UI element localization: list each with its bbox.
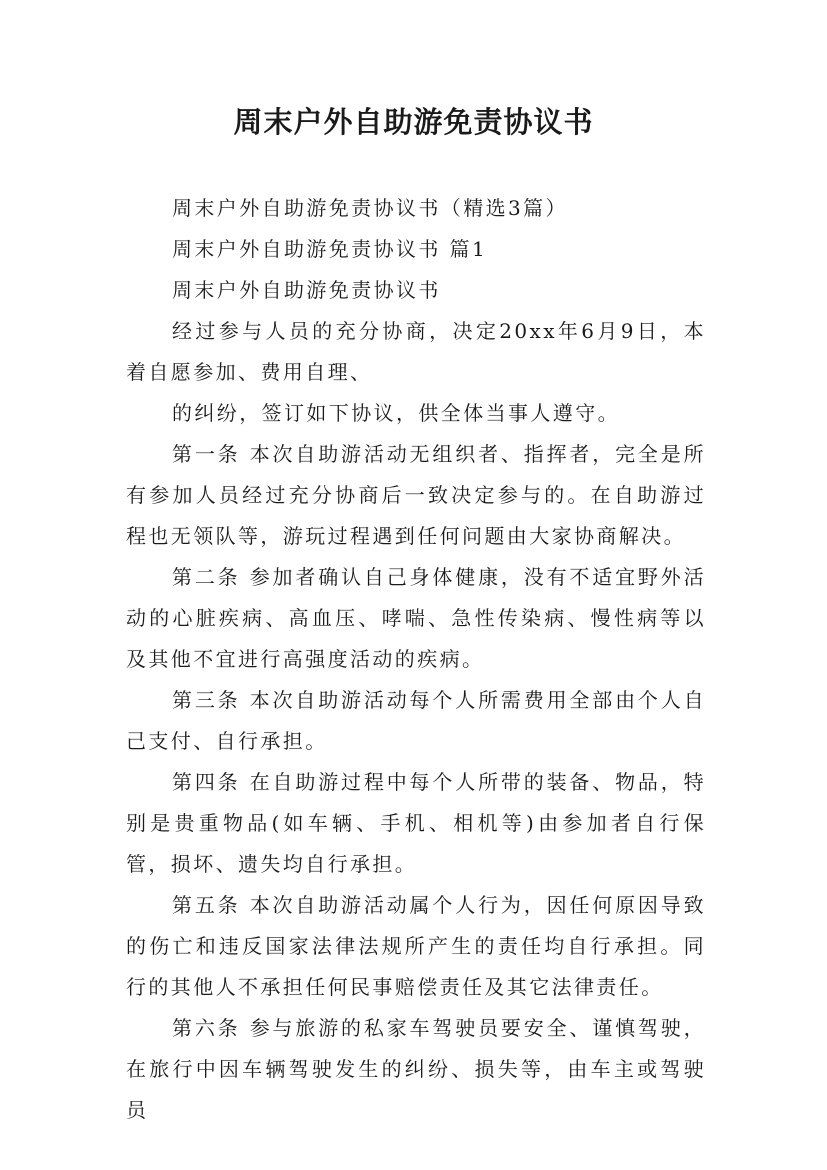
article-3: 第三条 本次自助游活动每个人所需费用全部由个人自己支付、自行承担。 (126, 688, 706, 753)
article-6: 第六条 参与旅游的私家车驾驶员要安全、谨慎驾驶，在旅行中因车辆驾驶发生的纠纷、损失等，由车主或驾驶员 (126, 1016, 706, 1122)
article-2: 第二条 参加者确认自己身体健康，没有不适宜野外活动的心脏疾病、高血压、哮喘、急性传染病、慢性病等以及其他不宜进行高强度活动的疾病。 (126, 565, 706, 671)
document-title: 周末户外自助游免责协议书 (233, 105, 594, 139)
article-1: 第一条 本次自助游活动无组织者、指挥者，完全是所有参加人员经过充分协商后一致决定参与的。在自助游过程也无领队等，游玩过程遇到任何问题由大家协商解决。 (126, 442, 706, 548)
paragraph-agreement-name: 周末户外自助游免责协议书 (172, 278, 441, 302)
document-body (126, 188, 706, 1131)
paragraph-section-heading: 周末户外自助游免责协议书 篇1 (172, 237, 488, 261)
article-4: 第四条 在自助游过程中每个人所带的装备、物品，特别是贵重物品(如车辆、手机、相机等)由参加者自行保管，损坏、遗失均自行承担。 (126, 770, 706, 876)
paragraph-preamble-continued: 的纠纷，签订如下协议，供全体当事人遵守。 (172, 401, 620, 425)
paragraph-preamble: 经过参与人员的充分协商，决定20xx年6月9日，本着自愿参加、费用自理、 (126, 319, 706, 384)
paragraph-subtitle: 周末户外自助游免责协议书（精选3篇） (172, 196, 568, 220)
article-5: 第五条 本次自助游活动属个人行为，因任何原因导致的伤亡和违反国家法律法规所产生的责任均自行承担。同行的其他人不承担任何民事赔偿责任及其它法律责任。 (126, 893, 706, 999)
